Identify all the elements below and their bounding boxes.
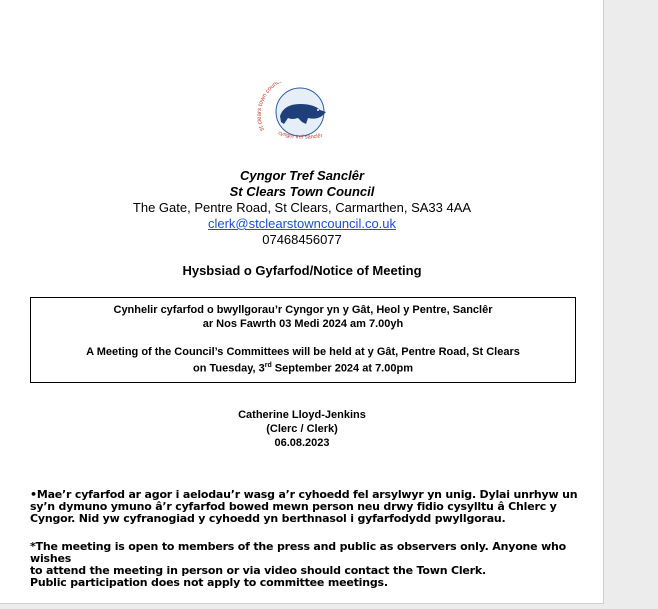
footnote-welsh-line: sy’n dymuno ymuno â’r cyfarfod bowed mewn person neu drwy fidio cysylltu â Chlerc y (30, 500, 557, 513)
notice-welsh-line-2: ar Nos Fawrth 03 Medi 2024 am 7.00yh (202, 318, 404, 330)
meeting-notice-box (30, 297, 576, 383)
footnote-english-line: *The meeting is open to members of the press and public as observers only. Anyone who wishes (30, 540, 567, 565)
notice-english-line-2-post: September 2024 at 7.00pm (271, 362, 413, 375)
council-address: The Gate, Pentre Road, St Clears, Carmarthen, SA33 4AA (132, 200, 472, 215)
footnote-welsh-line: Cyngor. Nid yw cyfranogiad y cyhoedd yn berthnasol i gyfarfodydd pwyllgorau. (30, 512, 506, 525)
council-logo (250, 82, 350, 142)
notice-welsh-line-1: Cynhelir cyfarfod o bwyllgorau’r Cyngor yn y Gât, Heol y Pentre, Sanclêr (113, 304, 493, 316)
council-email-link[interactable]: clerk@stclearstowncouncil.co.uk (207, 216, 397, 231)
council-phone: 07468456077 (262, 232, 342, 247)
clerk-role: (Clerc / Clerk) (266, 423, 338, 435)
signature-block (0, 408, 604, 450)
notice-english-line-2 (31, 359, 575, 376)
notice-title: Hysbsiad o Gyfarfod/Notice of Meeting (182, 263, 422, 278)
footnote-english (30, 541, 590, 589)
footnote-welsh (30, 489, 590, 525)
footnote-english-line: Public participation does not apply to committee meetings. (30, 576, 388, 589)
council-name-english: St Clears Town Council (229, 184, 375, 199)
signature-date: 06.08.2023 (274, 437, 330, 449)
footnote-english-line: to attend the meeting in person or via video should contact the Town Clerk. (30, 564, 486, 577)
logo-arc-bottom-text: cyngor tref sanclêr (277, 130, 323, 141)
clerk-name: Catherine Lloyd-Jenkins (238, 409, 366, 421)
logo-arc-top-text: st clears town counc (256, 82, 281, 132)
notice-english-line-1: A Meeting of the Council’s Committees will be held at y Gât, Pentre Road, St Clears (86, 346, 520, 358)
footnote-welsh-line: •Mae’r cyfarfod ar agor i aelodau’r wasg a’r cyhoedd fel arsylwyr yn unig. Dylai unrhyw un (30, 488, 578, 501)
notice-english-line-2-pre: on Tuesday, 3 (193, 362, 265, 375)
boar-icon (250, 82, 350, 142)
notice-english-ordinal: rd (264, 362, 272, 369)
council-name-welsh: Cyngor Tref Sanclêr (239, 168, 365, 183)
